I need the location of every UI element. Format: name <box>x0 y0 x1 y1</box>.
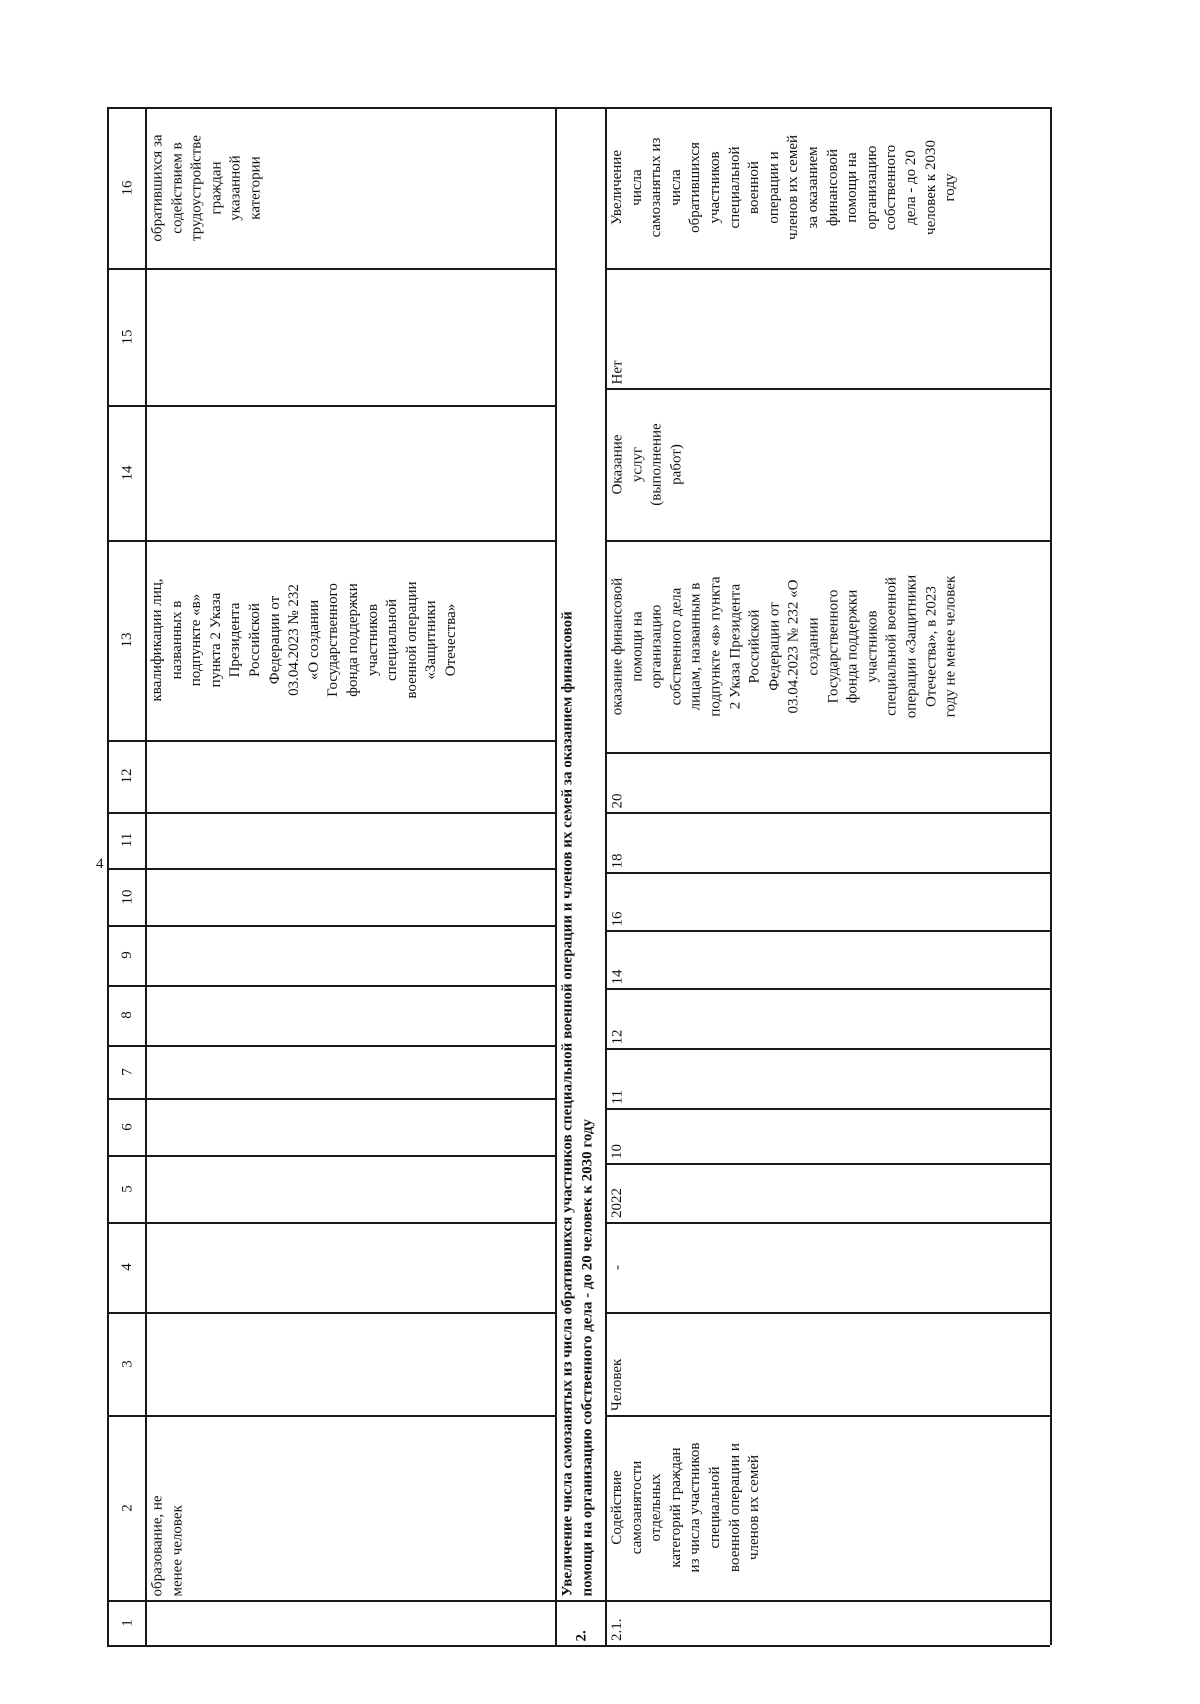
column-header-2 <box>107 1415 145 1600</box>
section-title <box>555 107 605 1600</box>
section-number <box>555 1600 605 1645</box>
column-header-1-text: 1 <box>118 1618 135 1627</box>
continued-col2-text: образование, не менее человек <box>149 1494 185 1596</box>
section-number-text: 2. <box>572 1629 589 1641</box>
column-header-6 <box>107 1098 145 1155</box>
table-grid-line <box>605 1645 1050 1647</box>
table-grid-line <box>107 925 555 927</box>
row-unit <box>605 1312 1050 1415</box>
column-header-7 <box>107 1045 145 1098</box>
row-value-9-text: 14 <box>609 969 625 984</box>
column-header-8-text: 8 <box>118 1011 135 1019</box>
column-header-2-text: 2 <box>118 1503 135 1512</box>
table-grid-line <box>107 1045 555 1047</box>
column-header-9 <box>107 925 145 985</box>
column-header-16 <box>107 107 145 268</box>
column-header-10 <box>107 868 145 925</box>
row-value-7-text: 11 <box>609 1089 625 1104</box>
row-value-10 <box>605 872 1050 930</box>
row-unit-text: Человек <box>609 1358 625 1411</box>
continued-col16-text: обратившихся за содействием в трудоустройстве граждан указанной категории <box>149 133 263 242</box>
column-header-13-text: 13 <box>118 632 135 648</box>
row-value-6 <box>605 1108 1050 1163</box>
row-value-12-text: 20 <box>609 793 625 808</box>
row-col13-text: оказание финансовой помощи на организацию собственного дела лицам, названным в подпункте «в» пункта 2 Указа Президента Российской Федерации от 03.04.2023 № 232 «О создании Государственного фонда поддержки участников специальной военной операции «Защитники Отечества», в 2023 году не менее человек <box>609 574 959 718</box>
column-header-5-text: 5 <box>118 1184 135 1193</box>
row-year-text: 2022 <box>609 1188 625 1218</box>
row-col15-text: Нет <box>609 359 625 384</box>
row-name <box>605 1415 1050 1600</box>
column-header-3-text: 3 <box>118 1359 135 1368</box>
row-value-8-text: 12 <box>609 1029 625 1044</box>
row-col14 <box>605 388 1050 540</box>
column-header-3 <box>107 1312 145 1415</box>
column-header-7-text: 7 <box>118 1067 135 1076</box>
table-grid-line <box>107 1645 555 1647</box>
continued-col13-text: квалификации лиц, названных в подпункте «в» пункта 2 Указа Президента Российской Федерации от 03.04.2023 № 232 «О создании Государственного фонда поддержки участников специальной военной операции «Защитники Отечества» <box>149 578 459 702</box>
table-grid-line <box>107 1155 555 1157</box>
row-name-text: Содействие самозанятости отдельных категорий граждан из числа участников специальной военной операции и членов их семей <box>609 1442 763 1573</box>
column-header-4-text: 4 <box>118 1263 135 1271</box>
table-grid-line <box>107 740 555 742</box>
row-col14-text: Оказание услуг (выполнение работ) <box>609 422 684 506</box>
column-header-14-text: 14 <box>118 465 135 480</box>
continued-col13 <box>145 540 555 740</box>
table-grid-line <box>107 868 555 870</box>
column-header-15 <box>107 268 145 405</box>
row-value-11-text: 18 <box>609 853 625 868</box>
table-grid-line <box>107 1222 555 1224</box>
row-number <box>605 1600 1050 1645</box>
column-header-11-text: 11 <box>118 832 135 848</box>
column-header-16-text: 16 <box>118 180 135 195</box>
row-col4 <box>605 1222 1050 1312</box>
column-header-11 <box>107 812 145 868</box>
continued-col2 <box>145 1415 555 1600</box>
column-header-6-text: 6 <box>118 1122 135 1131</box>
column-header-1 <box>107 1600 145 1645</box>
column-header-13 <box>107 540 145 740</box>
row-value-9 <box>605 930 1050 988</box>
row-value-8 <box>605 988 1050 1048</box>
continued-col16 <box>145 107 555 268</box>
row-value-12 <box>605 752 1050 812</box>
column-header-10-text: 10 <box>118 889 135 904</box>
row-col16-text: Увеличение числа самозанятых из числа обратившихся участников специальной военной операции и членов их семей за оказанием финансовой помощи на организацию собственного дела - до 20 человек к 2030 году <box>609 135 959 240</box>
row-value-10-text: 16 <box>609 911 625 926</box>
row-col4-text: - <box>609 1264 625 1270</box>
table-grid-line <box>107 1098 555 1100</box>
column-header-15-text: 15 <box>118 329 135 344</box>
row-col16 <box>605 107 1050 268</box>
column-header-12-text: 12 <box>118 768 135 784</box>
row-value-7 <box>605 1048 1050 1108</box>
row-number-text: 2.1. <box>609 1618 625 1641</box>
table-grid-line <box>107 1312 555 1314</box>
row-value-11 <box>605 812 1050 872</box>
table-grid-line <box>107 405 555 407</box>
page-number: 4 <box>96 856 104 872</box>
column-header-4 <box>107 1222 145 1312</box>
column-header-14 <box>107 405 145 540</box>
table-grid-line <box>107 812 555 814</box>
table-grid-line <box>107 985 555 987</box>
column-header-5 <box>107 1155 145 1222</box>
column-header-8 <box>107 985 145 1045</box>
row-year <box>605 1163 1050 1222</box>
column-header-12 <box>107 740 145 812</box>
column-header-9-text: 9 <box>118 951 135 959</box>
row-col13 <box>605 540 1050 752</box>
row-value-6-text: 10 <box>609 1144 625 1159</box>
section-title-text: Увеличение числа самозанятых из числа обратившихся участников специальной военной операции и членов их семей за оказанием финансовой помощи на организацию собственного дела - до 20 человек к 2030 году <box>559 610 595 1596</box>
row-col15 <box>605 268 1050 388</box>
